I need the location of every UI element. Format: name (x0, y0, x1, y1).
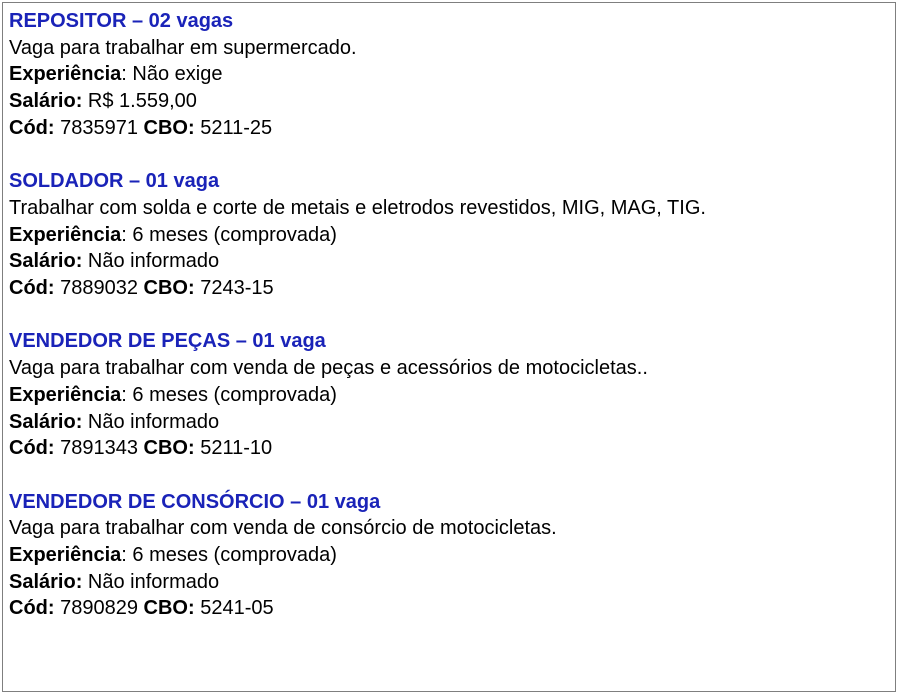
job-experience (9, 382, 706, 409)
salary-label: Salário: (9, 570, 83, 593)
job-codes (9, 115, 706, 142)
code-value: 7891343 (60, 437, 138, 460)
salary-value: Não informado (87, 410, 220, 433)
salary-label: Salário: (9, 90, 83, 113)
job-listing-soldador (9, 168, 706, 302)
job-description: Vaga para trabalhar com venda de consórcio de motocicletas. (9, 517, 557, 540)
job-codes (9, 595, 706, 622)
cbo-value: 5241-05 (200, 597, 274, 620)
code-label: Cód: (9, 277, 55, 300)
code-value: 7890829 (60, 597, 138, 620)
experience-label: Experiência (9, 63, 122, 86)
job-title: SOLDADOR – 01 vaga (9, 170, 220, 193)
salary-value: Não informado (87, 250, 220, 273)
salary-label: Salário: (9, 410, 83, 433)
job-listing-repositor (9, 8, 706, 142)
job-description: Vaga para trabalhar com venda de peças e acessórios de motocicletas.. (9, 357, 648, 380)
experience-value: : 6 meses (comprovada) (121, 544, 337, 567)
job-listings (9, 8, 706, 649)
code-label: Cód: (9, 116, 55, 139)
experience-label: Experiência (9, 383, 122, 406)
code-value: 7889032 (60, 277, 138, 300)
job-salary (9, 569, 706, 596)
job-salary (9, 409, 706, 436)
cbo-label: CBO: (143, 437, 195, 460)
code-value: 7835971 (60, 116, 138, 139)
salary-value: Não informado (87, 570, 220, 593)
experience-value: : 6 meses (comprovada) (121, 223, 337, 246)
cbo-value: 5211-25 (200, 116, 273, 139)
document-frame (2, 2, 896, 692)
job-title: VENDEDOR DE PEÇAS – 01 vaga (9, 330, 326, 353)
cbo-label: CBO: (143, 116, 195, 139)
salary-label: Salário: (9, 250, 83, 273)
job-codes (9, 435, 706, 462)
experience-label: Experiência (9, 223, 122, 246)
experience-label: Experiência (9, 544, 122, 567)
cbo-label: CBO: (143, 277, 195, 300)
job-experience (9, 542, 706, 569)
experience-value: : Não exige (121, 63, 223, 86)
job-experience (9, 222, 706, 249)
job-codes (9, 275, 706, 302)
job-salary (9, 88, 706, 115)
code-label: Cód: (9, 437, 55, 460)
job-description: Trabalhar com solda e corte de metais e eletrodos revestidos, MIG, MAG, TIG. (9, 196, 706, 219)
job-salary (9, 248, 706, 275)
job-listing-vendedor-pecas (9, 328, 706, 462)
code-label: Cód: (9, 597, 55, 620)
cbo-value: 7243-15 (200, 277, 274, 300)
cbo-value: 5211-10 (200, 437, 273, 460)
cbo-label: CBO: (143, 597, 195, 620)
job-experience (9, 61, 706, 88)
job-description: Vaga para trabalhar em supermercado. (9, 36, 357, 59)
job-listing-vendedor-consorcio (9, 489, 706, 623)
salary-value: R$ 1.559,00 (87, 90, 197, 113)
experience-value: : 6 meses (comprovada) (121, 383, 337, 406)
job-title: REPOSITOR – 02 vagas (9, 10, 234, 32)
job-title: VENDEDOR DE CONSÓRCIO – 01 vaga (9, 490, 381, 513)
